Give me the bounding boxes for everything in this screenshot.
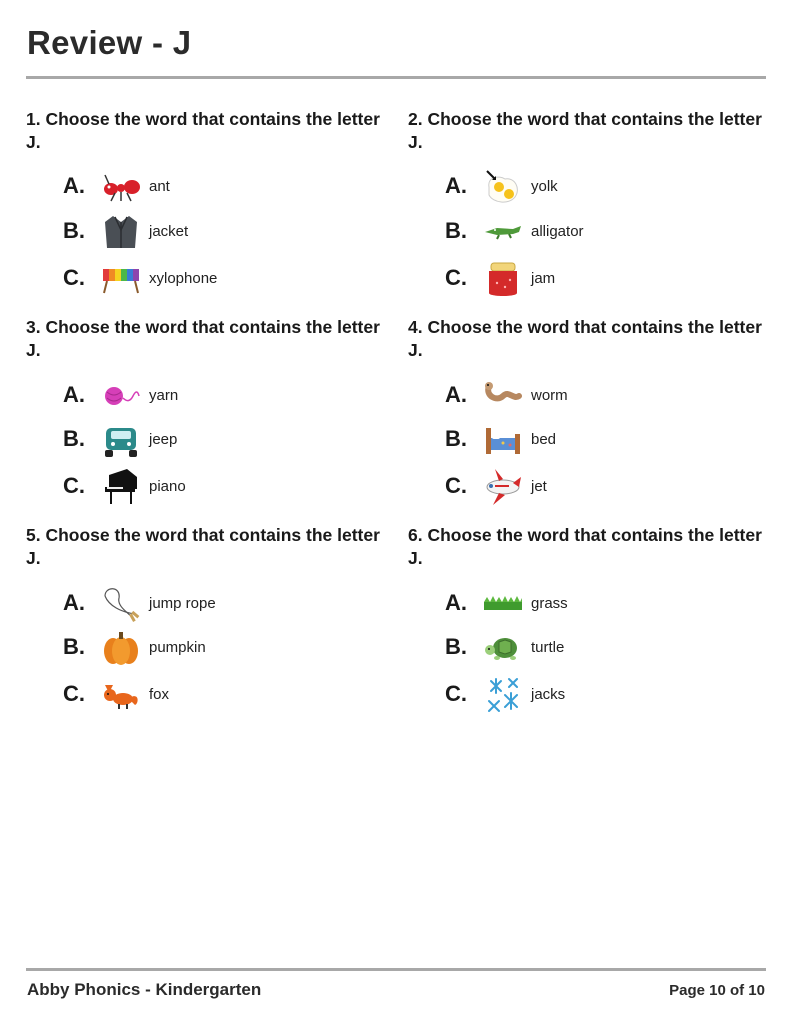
worm-icon — [483, 376, 523, 416]
alligator-icon — [483, 212, 523, 252]
q2-option-a[interactable] — [445, 167, 745, 207]
q4-option-c[interactable] — [445, 467, 745, 507]
question-2 — [408, 108, 768, 154]
question-4 — [408, 316, 768, 362]
question-1-prompt: 1. Choose the word that contains the letter J. — [26, 109, 380, 152]
option-word: jeep — [149, 431, 178, 448]
option-letter: B. — [63, 634, 85, 659]
option-letter: A. — [445, 173, 467, 198]
grass-icon — [483, 584, 523, 624]
footer-divider — [26, 968, 766, 971]
option-word: jacks — [531, 686, 566, 703]
option-word: ant — [149, 178, 170, 195]
option-letter: A. — [63, 382, 85, 407]
option-letter: C. — [445, 473, 467, 498]
q4-option-b[interactable] — [445, 420, 745, 460]
option-letter: A. — [445, 590, 467, 615]
q2-option-c[interactable] — [445, 259, 745, 299]
q5-option-c[interactable] — [63, 675, 363, 715]
q3-option-c[interactable] — [63, 467, 363, 507]
xylophone-icon — [101, 259, 141, 299]
footer-page-number: Page 10 of 10 — [669, 982, 765, 999]
option-word: turtle — [531, 639, 565, 656]
fox-icon — [101, 675, 141, 715]
bed-icon — [483, 420, 523, 460]
question-5 — [26, 524, 386, 570]
jam-jar-icon — [483, 259, 523, 299]
jump-rope-icon — [101, 584, 141, 624]
q1-option-c[interactable] — [63, 259, 363, 299]
q1-option-a[interactable] — [63, 167, 363, 207]
turtle-icon — [483, 628, 523, 668]
option-letter: B. — [445, 218, 467, 243]
option-letter: A. — [63, 590, 85, 615]
option-word: yolk — [531, 178, 558, 195]
jacks-icon — [483, 675, 523, 715]
option-word: jacket — [149, 223, 189, 240]
q6-option-b[interactable] — [445, 628, 745, 668]
piano-icon — [101, 467, 141, 507]
option-word: xylophone — [149, 270, 218, 287]
option-letter: B. — [63, 218, 85, 243]
q3-option-a[interactable] — [63, 376, 363, 416]
option-letter: C. — [63, 681, 85, 706]
option-word: grass — [531, 595, 568, 612]
jacket-icon — [101, 212, 141, 252]
option-word: yarn — [149, 387, 179, 404]
option-letter: B. — [445, 426, 467, 451]
option-letter: C. — [445, 265, 467, 290]
egg-yolk-icon — [483, 167, 523, 207]
page-title: Review - J — [27, 24, 192, 61]
q3-option-b[interactable] — [63, 420, 363, 460]
q5-option-a[interactable] — [63, 584, 363, 624]
title-divider — [26, 76, 766, 79]
jet-icon — [483, 467, 523, 507]
question-3-prompt: 3. Choose the word that contains the letter J. — [26, 317, 380, 360]
question-4-prompt: 4. Choose the word that contains the letter J. — [408, 317, 762, 360]
q1-option-b[interactable] — [63, 212, 363, 252]
question-5-prompt: 5. Choose the word that contains the letter J. — [26, 525, 380, 568]
question-1 — [26, 108, 386, 154]
question-6-prompt: 6. Choose the word that contains the letter J. — [408, 525, 762, 568]
option-word: fox — [149, 686, 170, 703]
ant-icon — [101, 167, 141, 207]
q6-option-a[interactable] — [445, 584, 745, 624]
option-word: jam — [531, 270, 556, 287]
pumpkin-icon — [101, 628, 141, 668]
footer-publisher: Abby Phonics - Kindergarten — [27, 980, 262, 999]
option-letter: C. — [63, 473, 85, 498]
option-word: jet — [531, 478, 547, 495]
question-2-prompt: 2. Choose the word that contains the letter J. — [408, 109, 762, 152]
option-letter: A. — [445, 382, 467, 407]
q4-option-a[interactable] — [445, 376, 745, 416]
question-3 — [26, 316, 386, 362]
q6-option-c[interactable] — [445, 675, 745, 715]
yarn-icon — [101, 376, 141, 416]
q5-option-b[interactable] — [63, 628, 363, 668]
option-word: alligator — [531, 223, 584, 240]
option-letter: A. — [63, 173, 85, 198]
option-letter: B. — [63, 426, 85, 451]
option-word: bed — [531, 431, 557, 448]
option-letter: B. — [445, 634, 467, 659]
option-word: piano — [149, 478, 186, 495]
option-word: jump rope — [149, 595, 216, 612]
option-letter: C. — [63, 265, 85, 290]
jeep-icon — [101, 420, 141, 460]
option-letter: C. — [445, 681, 467, 706]
question-6 — [408, 524, 768, 570]
q2-option-b[interactable] — [445, 212, 745, 252]
option-word: worm — [531, 387, 568, 404]
option-word: pumpkin — [149, 639, 206, 656]
